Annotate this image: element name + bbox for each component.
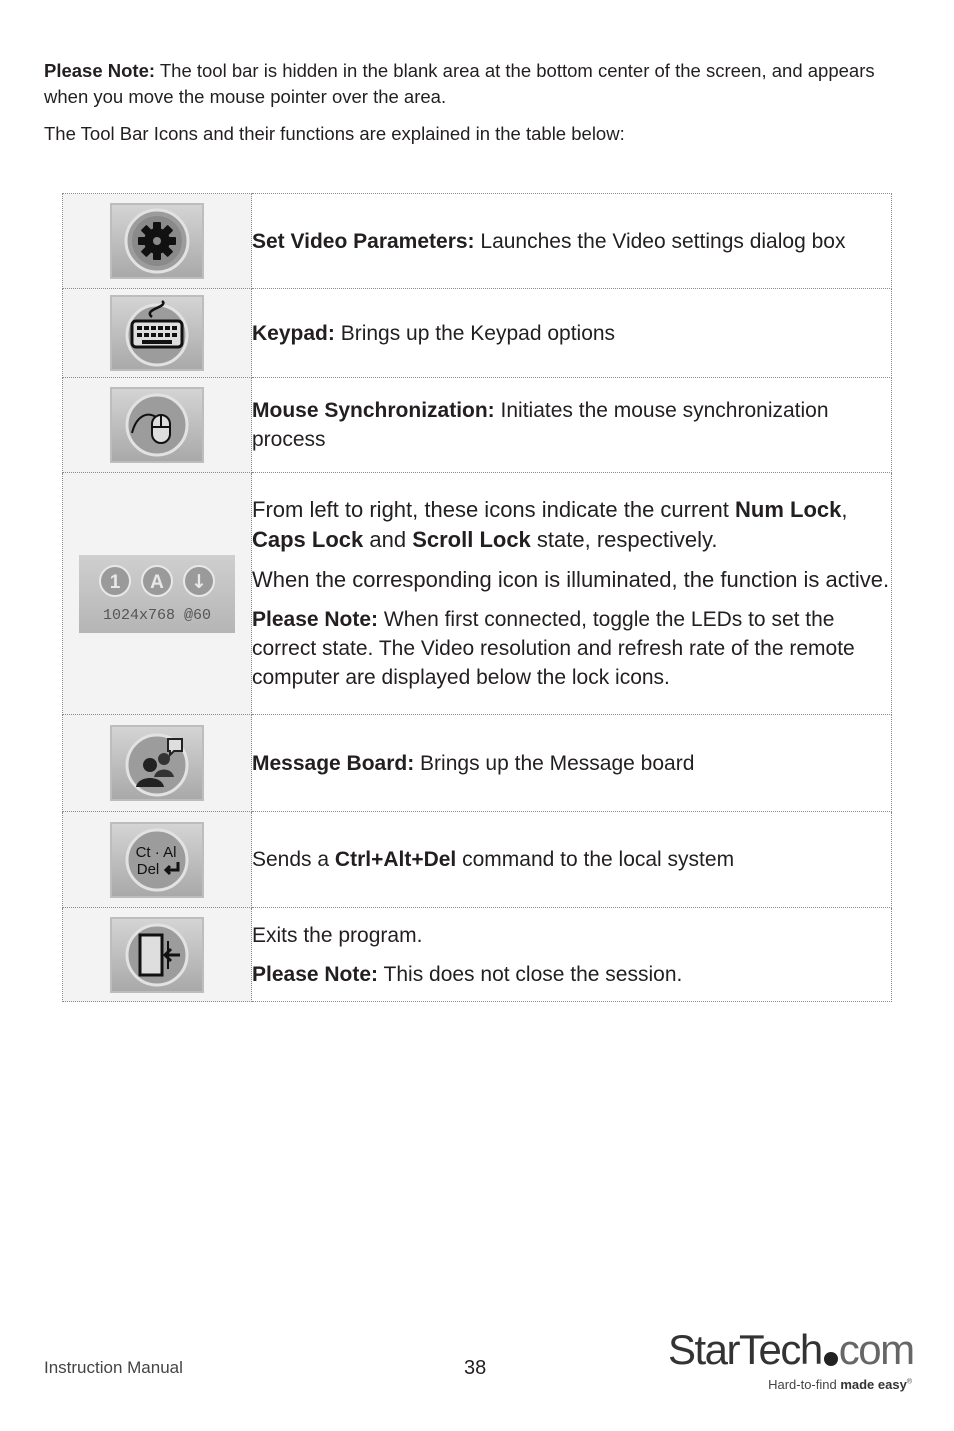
- description-cell: [252, 289, 892, 378]
- row-text: Brings up the Message board: [414, 751, 695, 775]
- icon-cell: [63, 812, 252, 908]
- icon-cell: [63, 908, 252, 1002]
- description-cell: [252, 908, 892, 1002]
- ctrl-alt-del-icon: [110, 822, 204, 898]
- lock-text: ,: [841, 497, 848, 522]
- num-lock-label: Num Lock: [735, 497, 842, 522]
- mouse-sync-icon: [110, 387, 204, 463]
- row-text: Sends a: [252, 848, 335, 871]
- ctrl-alt-glyph: Ct · Al: [135, 843, 177, 861]
- page-number: 38: [464, 1357, 487, 1379]
- row-label: Keypad:: [252, 321, 335, 345]
- logo-dot: [824, 1352, 838, 1366]
- caps-lock-icon: [142, 566, 172, 596]
- table-row: [63, 715, 892, 812]
- scroll-lock-label: Scroll Lock: [412, 527, 531, 552]
- note-text: When first connected, toggle the LEDs to set the correct state. The Video resolution and refresh rate of the remote computer are displayed below the lock icons.: [252, 608, 855, 689]
- table-intro: The Tool Bar Icons and their functions are explained in the table below:: [44, 123, 625, 144]
- row-text: command to the local system: [456, 848, 735, 871]
- caps-lock-label: Caps Lock: [252, 527, 364, 552]
- row-text: Launches the Video settings dialog box: [474, 229, 846, 253]
- note-label: Please Note:: [252, 962, 379, 986]
- table-row: [63, 812, 892, 908]
- icon-cell: [63, 715, 252, 812]
- table-row: [63, 289, 892, 378]
- num-lock-icon: [100, 566, 130, 596]
- note-text: The tool bar is hidden in the blank area at the bottom center of the screen, and appears when you move the mouse pointer over the area.: [44, 60, 875, 107]
- exit-icon: [110, 917, 204, 993]
- description-cell: [252, 812, 892, 908]
- row-text: Exits the program.: [252, 923, 423, 947]
- startech-logo: [668, 1326, 920, 1392]
- note-paragraph: [44, 58, 904, 110]
- scroll-lock-glyph: ↓: [191, 570, 207, 593]
- logo-domain: com: [838, 1326, 914, 1373]
- description-cell: [252, 473, 892, 715]
- scroll-lock-icon: [184, 566, 214, 596]
- lock-illumination-text: When the corresponding icon is illuminated, the function is active.: [252, 567, 890, 592]
- lock-text: From left to right, these icons indicate the current: [252, 497, 736, 522]
- caps-lock-glyph: A: [150, 571, 164, 593]
- row-text: Initiates the mouse synchronization process: [252, 399, 829, 451]
- description-cell: [252, 378, 892, 473]
- icon-cell: [63, 378, 252, 473]
- document-title: Instruction Manual: [44, 1358, 183, 1377]
- table-row: [63, 908, 892, 1002]
- table-row: [63, 473, 892, 715]
- row-label: Set Video Parameters:: [252, 229, 475, 253]
- row-label: Mouse Synchronization:: [252, 399, 495, 422]
- message-board-icon: [110, 725, 204, 801]
- row-label: Message Board:: [252, 751, 415, 775]
- icon-cell: [63, 289, 252, 378]
- keyboard-icon: [110, 295, 204, 371]
- table-row: [63, 194, 892, 289]
- del-glyph: Del: [136, 860, 160, 878]
- description-cell: [252, 715, 892, 812]
- lock-text: state, respectively.: [530, 527, 718, 552]
- note-text: This does not close the session.: [378, 962, 683, 986]
- keys-label: Ctrl+Alt+Del: [334, 848, 457, 871]
- tagline-text: Hard-to-find: [768, 1377, 841, 1392]
- registered-mark: ®: [906, 1378, 912, 1386]
- toolbar-icons-table: [62, 193, 892, 1002]
- icon-cell: [63, 473, 252, 715]
- logo-text: StarTech: [668, 1326, 822, 1373]
- description-cell: [252, 194, 892, 289]
- icon-cell: [63, 194, 252, 289]
- tagline-bold: made easy: [840, 1377, 907, 1392]
- row-text: Brings up the Keypad options: [334, 321, 616, 345]
- gear-icon: [110, 203, 204, 279]
- num-lock-glyph: 1: [109, 571, 121, 593]
- logo-tagline: [668, 1377, 920, 1392]
- resolution-readout: 1024x768 @60: [102, 606, 212, 624]
- note-label: Please Note:: [252, 608, 379, 631]
- table-row: [63, 378, 892, 473]
- lock-indicators: [79, 555, 235, 633]
- lock-text: and: [363, 527, 413, 552]
- note-label: Please Note:: [44, 60, 156, 81]
